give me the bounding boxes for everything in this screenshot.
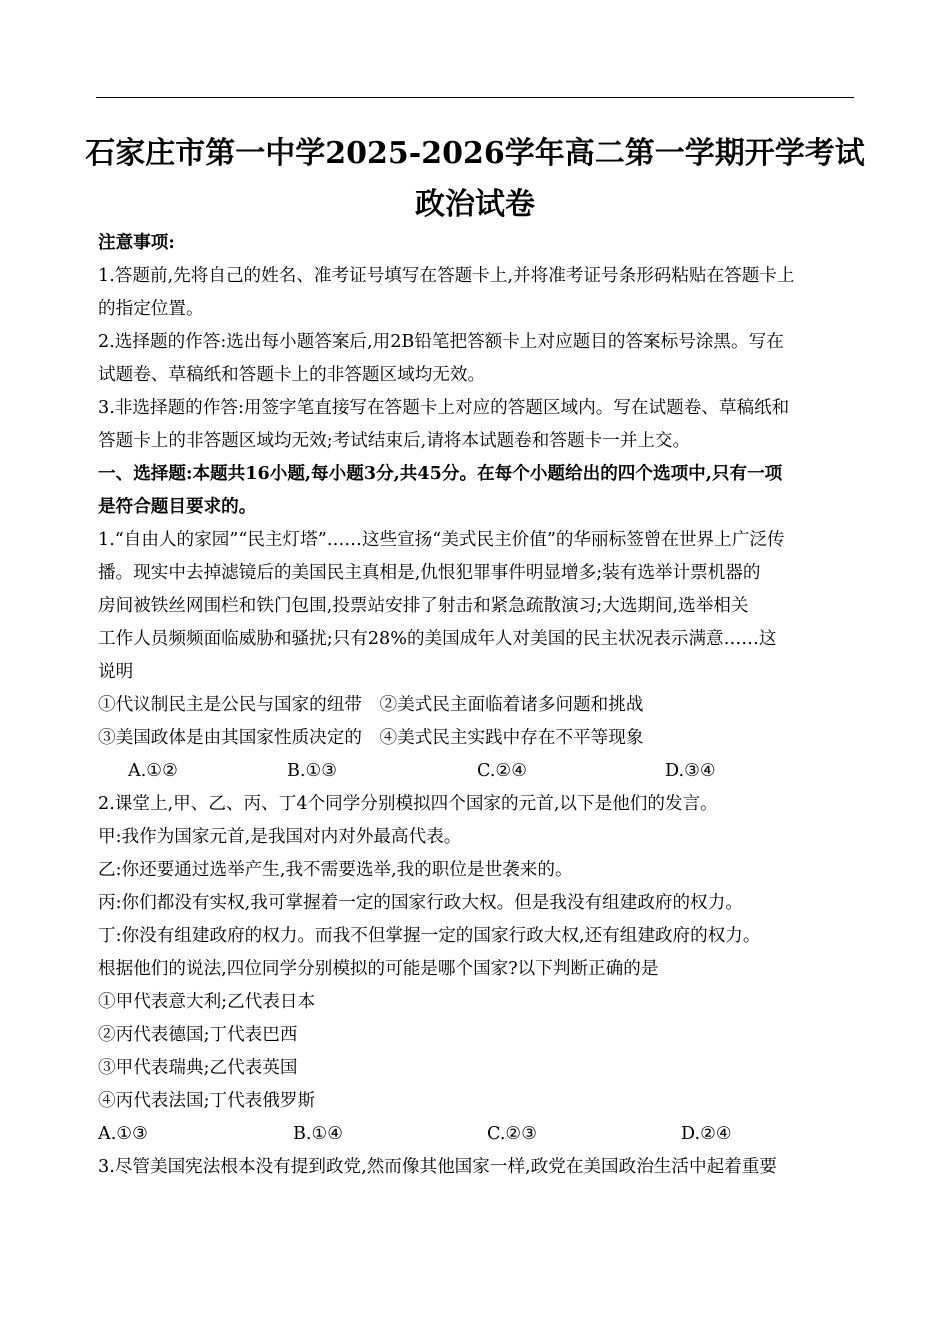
section-heading-cont: 是符合题目要求的。 (98, 496, 257, 517)
question-1-stem-5: 说明 (98, 662, 134, 682)
question-2-statement-3: ③甲代表瑞典;乙代表英国 (98, 1058, 298, 1078)
question-2-option-b: B.①④ (293, 1124, 344, 1144)
question-1-stem-4: 工作人员频频面临威胁和骚扰;只有28%的美国成年人对美国的民主状况表示满意……这 (98, 629, 777, 649)
question-1-option-a: A.①② (128, 761, 178, 781)
question-2-speaker-ding: 丁:你没有组建政府的权力。而我不但掌握一定的国家行政大权,还有组建政府的权力。 (98, 926, 761, 946)
question-2-option-a: A.①③ (98, 1124, 148, 1144)
question-2-statement-1: ①甲代表意大利;乙代表日本 (98, 992, 316, 1012)
question-2-option-c: C.②③ (487, 1124, 537, 1144)
exam-title: 石家庄市第一中学2025-2026学年高二第一学期开学考试 (85, 136, 865, 171)
question-1-option-d: D.③④ (665, 761, 716, 781)
notice-item-2-cont: 试题卷、草稿纸和答题卡上的非答题区域均无效。 (98, 365, 486, 385)
question-1-stem-3: 房间被铁丝网围栏和铁门包围,投票站安排了射击和紧急疏散演习;大选期间,选举相关 (98, 596, 749, 616)
notice-item-1: 1.答题前,先将自己的姓名、准考证号填写在答题卡上,并将准考证号条形码粘贴在答题卡上 (98, 266, 795, 286)
question-2-speaker-jia: 甲:我作为国家元首,是我国对内对外最高代表。 (98, 827, 462, 847)
question-1-option-b: B.①③ (287, 761, 338, 781)
question-2-speaker-bing: 丙:你们都没有实权,我可掌握着一定的国家行政大权。但是我没有组建政府的权力。 (98, 893, 743, 913)
notice-heading: 注意事项: (98, 232, 175, 253)
question-2-speaker-yi: 乙:你还要通过选举产生,我不需要选举,我的职位是世袭来的。 (98, 860, 573, 880)
question-2-option-d: D.②④ (681, 1124, 732, 1144)
header-rule (96, 97, 854, 98)
question-1-stem-2: 播。现实中去掉滤镜后的美国民主真相是,仇恨犯罪事件明显增多;装有选举计票机器的 (98, 563, 761, 583)
notice-item-1-cont: 的指定位置。 (98, 299, 204, 319)
notice-item-3-cont: 答题卡上的非答题区域均无效;考试结束后,请将本试题卷和答题卡一并上交。 (98, 431, 691, 451)
question-2-stem: 2.课堂上,甲、乙、丙、丁4个同学分别模拟四个国家的元首,以下是他们的发言。 (98, 794, 718, 814)
question-1-option-c: C.②④ (477, 761, 527, 781)
question-1-statements-row1: ①代议制民主是公民与国家的纽带 ②美式民主面临着诸多问题和挑战 (98, 695, 644, 715)
section-heading: 一、选择题:本题共16小题,每小题3分,共45分。在每个小题给出的四个选项中,只有一项 (98, 463, 783, 484)
question-2-statement-2: ②丙代表德国;丁代表巴西 (98, 1025, 298, 1045)
question-3-stem: 3.尽管美国宪法根本没有提到政党,然而像其他国家一样,政党在美国政治生活中起着重要 (98, 1157, 777, 1177)
question-2-prompt: 根据他们的说法,四位同学分别模拟的可能是哪个国家?以下判断正确的是 (98, 959, 659, 979)
exam-subject: 政治试卷 (415, 187, 535, 222)
question-1-stem: 1.“自由人的家园”“民主灯塔”……这些宣扬“美式民主价值”的华丽标签曾在世界上广泛传 (98, 530, 785, 550)
question-1-statements-row2: ③美国政体是由其国家性质决定的 ④美式民主实践中存在不平等现象 (98, 728, 644, 748)
question-2-statement-4: ④丙代表法国;丁代表俄罗斯 (98, 1091, 316, 1111)
notice-item-2: 2.选择题的作答:选出每小题答案后,用2B铅笔把答额卡上对应题目的答案标号涂黑。写在 (98, 332, 784, 352)
notice-item-3: 3.非选择题的作答:用签字笔直接写在答题卡上对应的答题区域内。写在试题卷、草稿纸和 (98, 398, 790, 418)
